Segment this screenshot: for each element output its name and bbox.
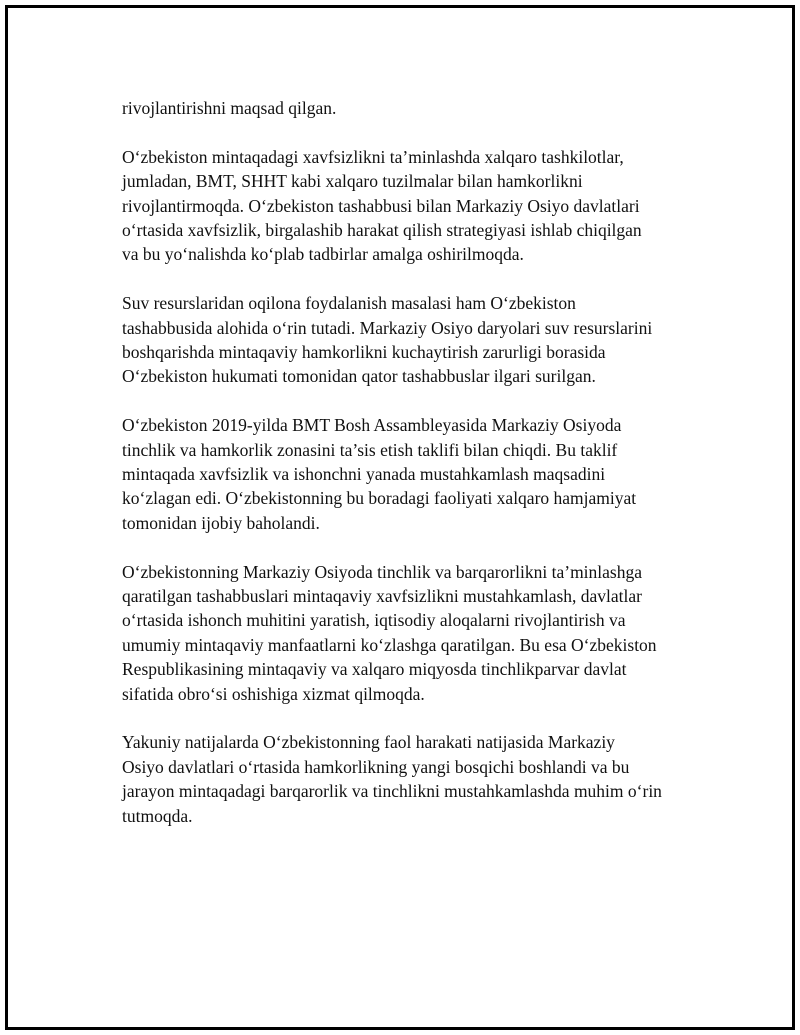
text-line: O‘zbekiston mintaqadagi xavfsizlikni ta’minlashda xalqaro tashkilotlar, [122,146,624,167]
text-line: Yakuniy natijalarda O‘zbekistonning faol harakati natijasida Markaziy [122,732,615,753]
text-line: boshqarishda mintaqaviy hamkorlikni kuchaytirish zarurligi borasida [122,342,606,363]
text-line: tinchlik va hamkorlik zonasini ta’sis etish taklifi bilan chiqdi. Bu taklif [122,439,618,460]
text-line: rivojlantirmoqda. O‘zbekiston tashabbusi bilan Markaziy Osiyo davlatlari [122,195,640,216]
text-line: Suv resurslaridan oqilona foydalanish masalasi ham O‘zbekiston [122,293,576,314]
text-line: jarayon mintaqadagi barqarorlik va tinchlikni mustahkamlashda muhim o‘rin [122,781,662,802]
text-line: sifatida obro‘si oshishiga xizmat qilmoqda. [122,683,425,704]
text-line: mintaqada xavfsizlik va ishonchni yanada mustahkamlash maqsadini [122,464,606,485]
paragraph-1 [122,96,712,120]
text-line: jumladan, BMT, SHHT kabi xalqaro tuzilmalar bilan hamkorlikni [122,171,583,192]
document-body [122,96,712,853]
paragraph-3 [122,291,712,389]
paragraph-4 [122,413,712,535]
page-frame [5,5,795,1030]
text-line: rivojlantirishni maqsad qilgan. [122,98,337,118]
text-line: tomonidan ijobiy baholandi. [122,512,320,533]
text-line: O‘zbekiston 2019-yilda BMT Bosh Assambleyasida Markaziy Osiyoda [122,415,622,436]
text-line: o‘rtasida xavfsizlik, birgalashib harakat qilish strategiyasi ishlab chiqilgan [122,220,642,241]
text-line: tutmoqda. [122,805,193,826]
text-line: va bu yo‘nalishda ko‘plab tadbirlar amalga oshirilmoqda. [122,244,524,265]
text-line: Respublikasining mintaqaviy va xalqaro miqyosda tinchlikparvar davlat [122,659,627,680]
text-line: O‘zbekistonning Markaziy Osiyoda tinchlik va barqarorlikni ta’minlashga [122,561,643,582]
text-line: qaratilgan tashabbuslari mintaqaviy xavfsizlikni mustahkamlash, davlatlar [122,586,642,607]
paragraph-6 [122,730,712,828]
paragraph-2 [122,145,712,267]
text-line: ko‘zlagan edi. O‘zbekistonning bu boradagi faoliyati xalqaro hamjamiyat [122,488,637,509]
text-line: umumiy mintaqaviy manfaatlarni ko‘zlashga qaratilgan. Bu esa O‘zbekiston [122,634,657,655]
paragraph-5 [122,560,712,706]
text-line: Osiyo davlatlari o‘rtasida hamkorlikning yangi bosqichi boshlandi va bu [122,756,630,777]
text-line: tashabbusida alohida o‘rin tutadi. Markaziy Osiyo daryolari suv resurslarini [122,317,653,338]
text-line: o‘rtasida ishonch muhitini yaratish, iqtisodiy aloqalarni rivojlantirish va [122,610,626,631]
text-line: O‘zbekiston hukumati tomonidan qator tashabbuslar ilgari surilgan. [122,366,596,387]
